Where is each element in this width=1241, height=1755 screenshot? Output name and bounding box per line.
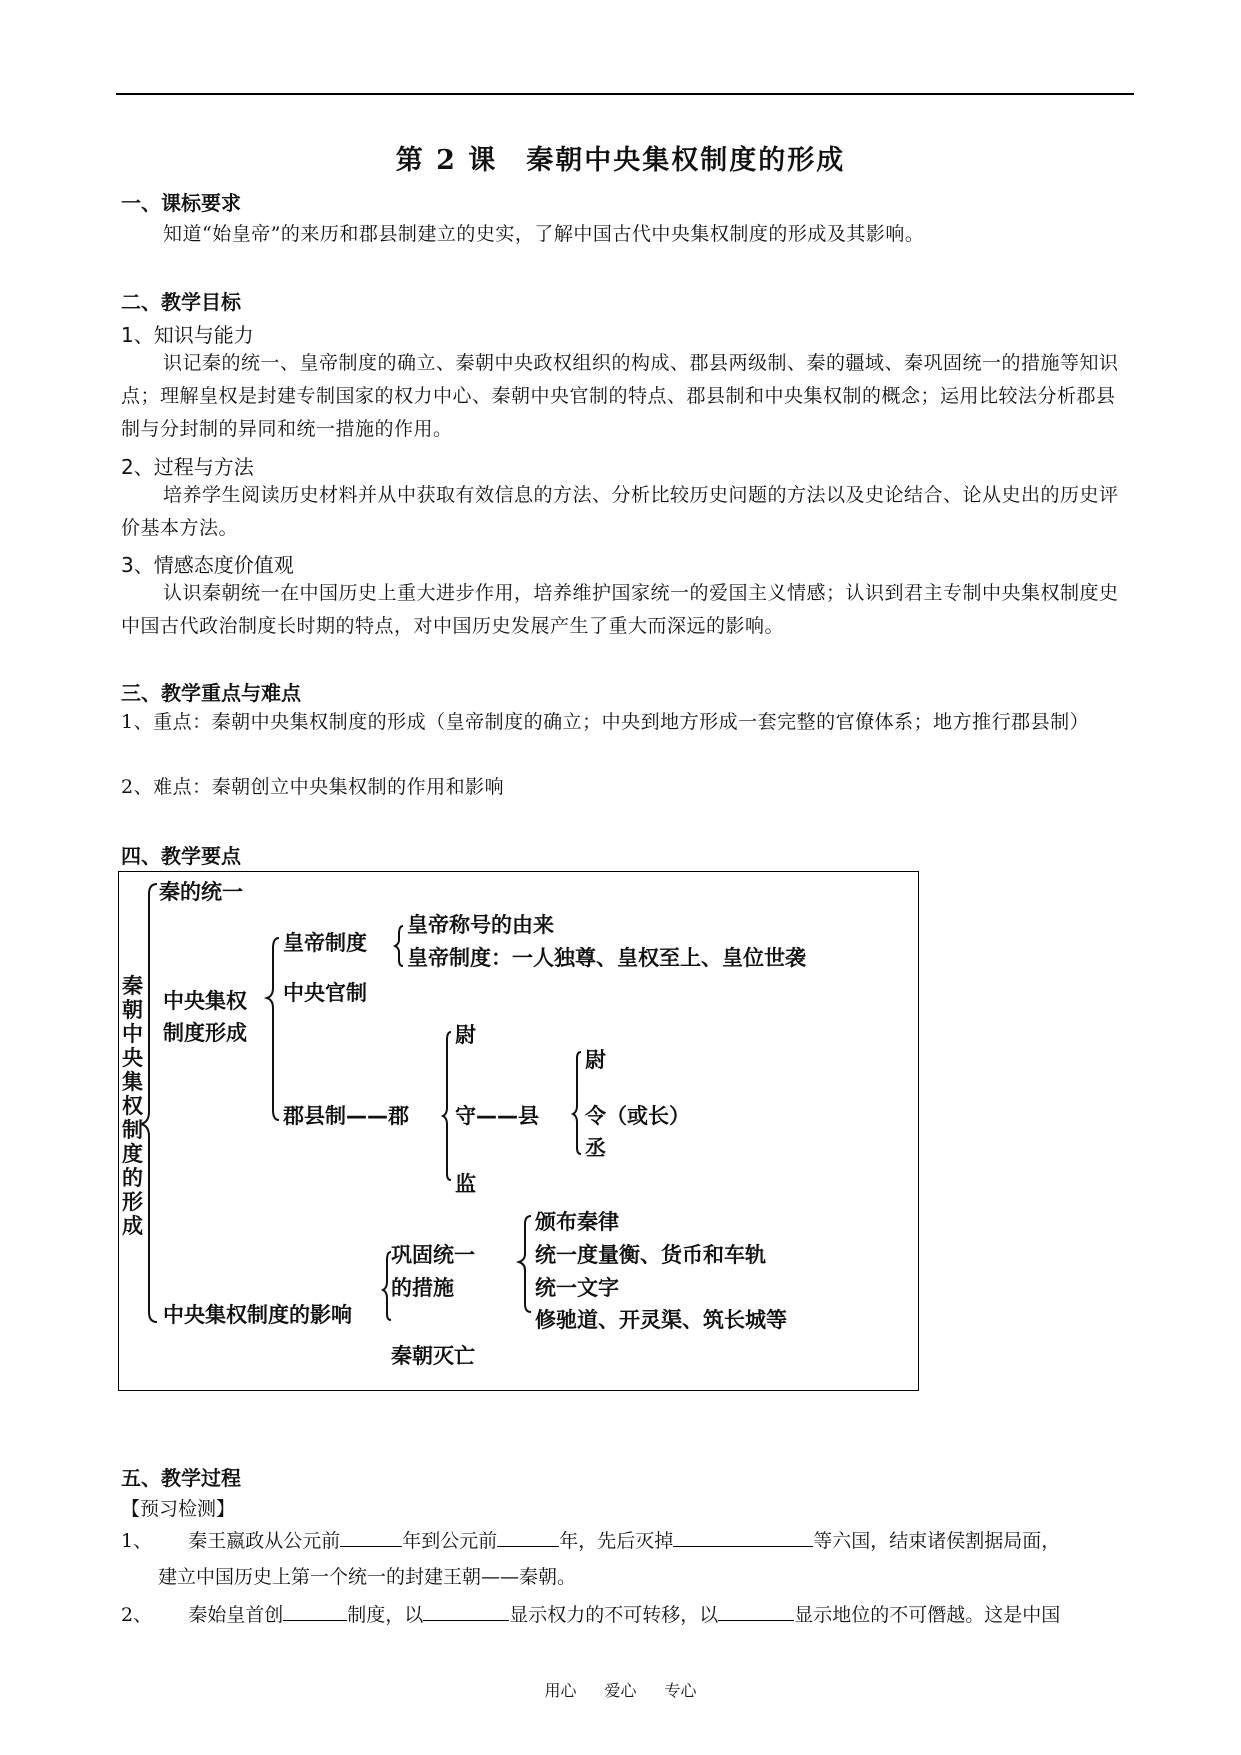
question-1-number: 1、	[121, 1530, 153, 1552]
node-measure-law: 颁布秦律	[535, 1210, 619, 1234]
subheading-values: 3、情感态度价值观	[121, 553, 294, 577]
measures-brace	[519, 1216, 531, 1312]
node-junxian: 郡县制——郡	[283, 1104, 409, 1128]
keypoint-item-2: 2、难点：秦朝创立中央集权制的作用和影响	[121, 776, 505, 798]
values-text: 认识秦朝统一在中国历史上重大进步作用，培养维护国家统一的爱国主义情感；认识到君主专制中央集权制度史中国古代政治制度长时期的特点，对中国历史发展产生了重大而深远的影响。	[121, 582, 1119, 637]
node-emperor-title-origin: 皇帝称号的由来	[407, 913, 554, 937]
question-2-number: 2、	[121, 1604, 153, 1626]
header-rule	[116, 93, 1134, 95]
node-central-2: 制度形成	[163, 1021, 247, 1045]
question-2-text-b: 制度，以	[347, 1604, 424, 1626]
question-1	[121, 1522, 1060, 1560]
page-title: 第 2 课 秦朝中央集权制度的形成	[395, 145, 846, 176]
node-central-officials: 中央官制	[283, 981, 367, 1005]
node-qin-fall: 秦朝灭亡	[391, 1344, 475, 1368]
node-jun-wei: 尉	[455, 1023, 476, 1047]
process-text: 培养学生阅读历史材料并从中获取有效信息的方法、分析比较历史问题的方法以及史论结合、论从史出的历史评价基本方法。	[121, 484, 1119, 539]
section-heading-teaching-points: 四、教学要点	[121, 844, 241, 868]
node-jun-shou: 守——县	[455, 1104, 539, 1128]
footer-text-2: 爱心	[604, 1681, 637, 1700]
section-heading-objectives: 二、教学目标	[121, 290, 241, 314]
emperor-brace	[395, 926, 403, 966]
keypoint-item-1: 1、重点：秦朝中央集权制度的形成（皇帝制度的确立；中央到地方形成一套完整的官僚体系；地方推行郡县制）	[121, 711, 1090, 733]
node-central-1: 中央集权	[163, 989, 247, 1013]
diagram-root-label: 秦朝中央集权制度的形成	[122, 974, 143, 1238]
central-brace	[267, 938, 279, 1120]
node-measure-works: 修驰道、开灵渠、筑长城等	[535, 1308, 787, 1332]
question-2-text-a: 秦始皇首创	[188, 1604, 284, 1626]
preview-check-label: 【预习检测】	[121, 1498, 236, 1520]
question-1-text-b: 年到公元前	[402, 1530, 498, 1552]
section-heading-curriculum: 一、课标要求	[121, 191, 241, 215]
node-xian-wei: 尉	[585, 1048, 606, 1072]
footer-text-1: 用心	[544, 1681, 577, 1700]
question-2	[121, 1596, 1060, 1634]
question-1-text-d: 等六国，结束诸侯割据局面，	[813, 1530, 1061, 1552]
blank-start-year[interactable]	[340, 1524, 402, 1547]
node-xian-ling: 令（或长）	[585, 1104, 690, 1128]
concept-diagram	[118, 871, 919, 1391]
blank-six-states[interactable]	[673, 1524, 813, 1547]
node-measure-standards: 统一度量衡、货币和车轨	[535, 1243, 766, 1267]
question-1-continued: 建立中国历史上第一个统一的封建王朝——秦朝。	[158, 1566, 577, 1588]
node-jun-jian: 监	[455, 1172, 476, 1196]
blank-end-year[interactable]	[497, 1524, 559, 1547]
question-1-text-c: 年，先后灭掉	[559, 1530, 674, 1552]
node-emperor-features: 皇帝制度：一人独尊、皇权至上、皇位世袭	[407, 946, 806, 970]
curriculum-text: 知道“始皇帝”的来历和郡县制建立的史实，了解中国古代中央集权制度的形成及其影响。	[163, 223, 925, 245]
node-measure-script: 统一文字	[535, 1276, 619, 1300]
section-heading-keypoints: 三、教学重点与难点	[121, 681, 301, 705]
blank-system[interactable]	[283, 1598, 347, 1621]
blank-status[interactable]	[718, 1598, 794, 1621]
node-measures-1: 巩固统一	[391, 1243, 475, 1267]
question-1-text-a: 秦王嬴政从公元前	[188, 1530, 341, 1552]
knowledge-text: 识记秦的统一、皇帝制度的确立、秦朝中央政权组织的构成、郡县两级制、秦的疆域、秦巩固统一的措施等知识点；理解皇权是封建专制国家的权力中心、秦朝中央官制的特点、郡县制和中央集权制的概念；运用比较法分析郡县制与分封制的异同和统一措施的作用。	[121, 352, 1119, 440]
subheading-process: 2、过程与方法	[121, 455, 254, 479]
node-measures-2: 的措施	[391, 1276, 454, 1300]
xian-brace	[573, 1052, 581, 1154]
section-heading-process: 五、教学过程	[121, 1466, 241, 1490]
blank-power[interactable]	[423, 1598, 509, 1621]
question-2-text-c: 显示权力的不可转移，以	[509, 1604, 719, 1626]
footer-text-3: 专心	[664, 1681, 697, 1700]
jun-brace	[443, 1032, 451, 1180]
node-unification: 秦的统一	[159, 880, 243, 904]
question-2-text-d: 显示地位的不可僭越。这是中国	[794, 1604, 1061, 1626]
page-footer	[0, 1678, 1241, 1701]
node-influence: 中央集权制度的影响	[163, 1303, 352, 1327]
influence-brace	[383, 1252, 391, 1320]
node-emperor-system: 皇帝制度	[283, 931, 367, 955]
node-xian-cheng: 丞	[585, 1136, 606, 1160]
subheading-knowledge: 1、知识与能力	[121, 323, 254, 347]
